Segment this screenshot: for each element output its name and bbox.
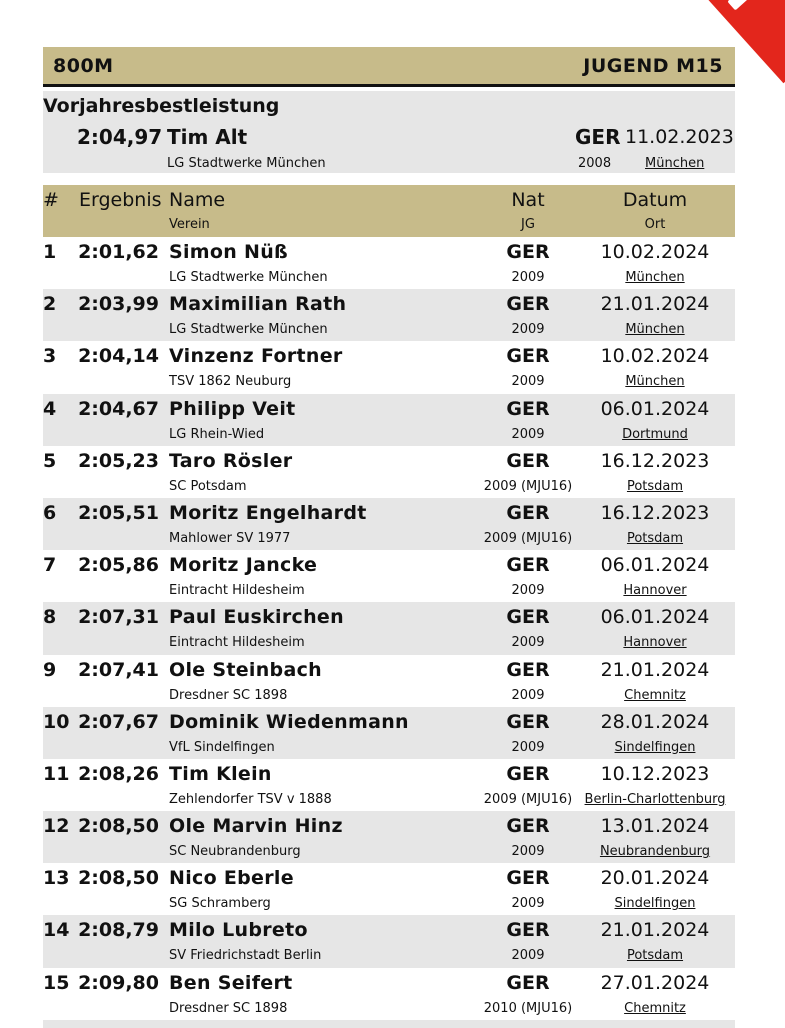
row-date: 10.02.2024 — [600, 345, 710, 368]
previous-best-place-link[interactable]: München — [645, 156, 705, 171]
row-club: Dresdner SC 1898 — [169, 1000, 288, 1016]
header-club: Verein — [169, 217, 210, 232]
row-date: 10.02.2024 — [600, 241, 710, 263]
row-year: 2010 (MJU16) — [483, 1000, 573, 1016]
row-rank: 5 — [43, 449, 57, 472]
row-date: 27.01.2024 — [600, 971, 710, 994]
row-athlete-name: Ben Seifert — [169, 971, 293, 994]
row-rank: 12 — [43, 815, 70, 838]
row-rank: 11 — [43, 762, 70, 785]
row-date: 16.12.2023 — [600, 449, 710, 472]
row-date: 06.01.2024 — [600, 397, 710, 420]
row-result: 2:05,86 — [78, 554, 159, 577]
row-nat: GER — [506, 867, 550, 890]
table-row — [43, 602, 735, 654]
row-year: 2009 — [511, 687, 545, 703]
header-date: Datum — [622, 189, 688, 211]
row-nat: GER — [506, 241, 550, 263]
header-rank: # — [43, 189, 59, 211]
event-discipline: 800M — [53, 54, 114, 77]
row-result: 2:03,99 — [78, 293, 159, 316]
row-result: 2:08,26 — [78, 762, 159, 785]
row-place-link[interactable]: Dortmund — [622, 426, 688, 442]
row-year: 2009 — [511, 374, 545, 390]
row-place-link[interactable]: Potsdam — [626, 530, 684, 546]
row-year: 2009 — [511, 948, 545, 964]
table-row — [43, 655, 735, 707]
row-club: Dresdner SC 1898 — [169, 687, 288, 703]
row-athlete-name: Ole Steinbach — [169, 658, 322, 681]
row-club: Zehlendorfer TSV v 1888 — [169, 791, 332, 807]
previous-best-name: Tim Alt — [167, 125, 248, 149]
row-rank: 1 — [43, 241, 57, 263]
row-club: SG Schramberg — [169, 896, 271, 912]
row-rank: 9 — [43, 658, 57, 681]
row-place-link[interactable]: Neubrandenburg — [599, 844, 711, 860]
row-rank: 8 — [43, 606, 57, 629]
row-date: 06.01.2024 — [600, 606, 710, 629]
ranking-rows — [43, 237, 735, 1020]
row-date: 13.01.2024 — [600, 815, 710, 838]
table-row — [43, 446, 735, 498]
previous-best-date: 11.02.2023 — [625, 126, 734, 148]
row-nat: GER — [506, 919, 550, 942]
previous-best-nat: GER — [575, 125, 621, 149]
row-place-link[interactable]: Hannover — [623, 583, 687, 599]
row-place-link[interactable]: München — [625, 374, 685, 390]
row-result: 2:04,14 — [78, 345, 159, 368]
row-result: 2:08,50 — [78, 815, 159, 838]
row-year: 2009 — [511, 896, 545, 912]
row-place-link[interactable]: Sindelfingen — [614, 896, 696, 912]
header-name: Name — [169, 189, 226, 211]
row-club: Eintracht Hildesheim — [169, 583, 305, 599]
row-club: LG Rhein-Wied — [169, 426, 265, 442]
row-athlete-name: Moritz Jancke — [169, 554, 318, 577]
row-date: 28.01.2024 — [600, 710, 710, 733]
row-athlete-name: Ole Marvin Hinz — [169, 815, 343, 838]
row-result: 2:07,67 — [78, 710, 159, 733]
header-nat: Nat — [511, 189, 545, 211]
row-result: 2:07,41 — [78, 658, 159, 681]
row-date: 20.01.2024 — [600, 867, 710, 890]
row-rank: 7 — [43, 554, 57, 577]
previous-best-year: 2008 — [578, 156, 612, 171]
row-place-link[interactable]: Chemnitz — [624, 1000, 686, 1016]
row-club: VfL Sindelfingen — [169, 739, 275, 755]
ranking-sheet — [43, 47, 735, 1028]
table-row — [43, 968, 735, 1020]
header-jg: JG — [521, 217, 535, 232]
row-date: 16.12.2023 — [600, 501, 710, 524]
row-rank: 2 — [43, 293, 57, 316]
row-athlete-name: Simon Nüß — [169, 241, 288, 263]
table-row — [43, 707, 735, 759]
row-year: 2009 (MJU16) — [483, 478, 573, 494]
row-rank: 13 — [43, 867, 70, 890]
row-result: 2:08,50 — [78, 867, 159, 890]
row-place-link[interactable]: München — [625, 322, 685, 338]
row-rank: 15 — [43, 971, 70, 994]
row-rank: 6 — [43, 501, 57, 524]
row-athlete-name: Philipp Veit — [169, 397, 296, 420]
table-header — [43, 185, 735, 237]
row-place-link[interactable]: Potsdam — [626, 478, 684, 494]
row-place-link[interactable]: Chemnitz — [624, 687, 686, 703]
row-club: SV Friedrichstadt Berlin — [169, 948, 322, 964]
event-header — [43, 47, 735, 87]
row-nat: GER — [506, 606, 550, 629]
row-nat: GER — [506, 397, 550, 420]
row-result: 2:08,79 — [78, 919, 159, 942]
event-category: JUGEND M15 — [583, 54, 723, 77]
row-date: 21.01.2024 — [600, 919, 710, 942]
row-result: 2:07,31 — [78, 606, 159, 629]
row-club: SC Neubrandenburg — [169, 844, 301, 860]
row-nat: GER — [506, 971, 550, 994]
row-athlete-name: Nico Eberle — [169, 867, 294, 890]
row-year: 2009 — [511, 270, 545, 285]
header-place: Ort — [644, 217, 666, 232]
row-year: 2009 — [511, 426, 545, 442]
row-place-link[interactable]: München — [625, 270, 685, 285]
row-club: TSV 1862 Neuburg — [169, 374, 292, 390]
table-row — [43, 759, 735, 811]
row-athlete-name: Maximilian Rath — [169, 293, 347, 316]
row-nat: GER — [506, 293, 550, 316]
row-nat: GER — [506, 501, 550, 524]
row-nat: GER — [506, 658, 550, 681]
previous-best-club: LG Stadtwerke München — [167, 156, 326, 171]
row-rank: 4 — [43, 397, 57, 420]
row-result: 2:05,51 — [78, 501, 159, 524]
row-year: 2009 (MJU16) — [483, 530, 573, 546]
previous-year-best — [43, 91, 735, 173]
row-result: 2:05,23 — [78, 449, 159, 472]
table-row — [43, 498, 735, 550]
row-date: 10.12.2023 — [600, 762, 710, 785]
row-athlete-name: Dominik Wiedenmann — [169, 710, 409, 733]
table-row — [43, 550, 735, 602]
row-place-link[interactable]: Hannover — [623, 635, 687, 651]
table-row — [43, 237, 735, 289]
row-rank: 10 — [43, 710, 70, 733]
row-nat: GER — [506, 815, 550, 838]
row-athlete-name: Milo Lubreto — [169, 919, 308, 942]
row-place-link[interactable]: Potsdam — [626, 948, 684, 964]
row-athlete-name: Taro Rösler — [169, 449, 293, 472]
table-row — [43, 863, 735, 915]
row-year: 2009 — [511, 739, 545, 755]
row-nat: GER — [506, 762, 550, 785]
row-club: LG Stadtwerke München — [169, 270, 328, 285]
row-year: 2009 (MJU16) — [483, 791, 573, 807]
row-place-link[interactable]: Berlin-Charlottenburg — [584, 791, 726, 807]
table-row — [43, 915, 735, 967]
previous-best-result: 2:04,97 — [77, 125, 163, 149]
row-rank: 14 — [43, 919, 70, 942]
row-nat: GER — [506, 345, 550, 368]
header-result: Ergebnis — [79, 189, 162, 211]
row-result: 2:01,62 — [78, 241, 159, 263]
table-row — [43, 341, 735, 393]
row-club: LG Stadtwerke München — [169, 322, 328, 338]
row-athlete-name: Tim Klein — [169, 762, 272, 785]
row-athlete-name: Moritz Engelhardt — [169, 501, 367, 524]
row-club: Mahlower SV 1977 — [169, 530, 291, 546]
row-year: 2009 — [511, 844, 545, 860]
table-row — [43, 289, 735, 341]
row-date: 21.01.2024 — [600, 658, 710, 681]
row-year: 2009 — [511, 635, 545, 651]
previous-best-title: Vorjahresbestleistung — [43, 95, 280, 117]
table-row — [43, 811, 735, 863]
row-club: Eintracht Hildesheim — [169, 635, 305, 651]
row-year: 2009 — [511, 322, 545, 338]
row-result: 2:04,67 — [78, 397, 159, 420]
row-club: SC Potsdam — [169, 478, 247, 494]
table-row — [43, 394, 735, 446]
row-date: 21.01.2024 — [600, 293, 710, 316]
row-result: 2:09,80 — [78, 971, 159, 994]
row-nat: GER — [506, 710, 550, 733]
row-rank: 3 — [43, 345, 57, 368]
row-year: 2009 — [511, 583, 545, 599]
row-place-link[interactable]: Sindelfingen — [614, 739, 696, 755]
row-nat: GER — [506, 449, 550, 472]
row-nat: GER — [506, 554, 550, 577]
row-date: 06.01.2024 — [600, 554, 710, 577]
row-athlete-name: Paul Euskirchen — [169, 606, 344, 629]
row-athlete-name: Vinzenz Fortner — [169, 345, 343, 368]
